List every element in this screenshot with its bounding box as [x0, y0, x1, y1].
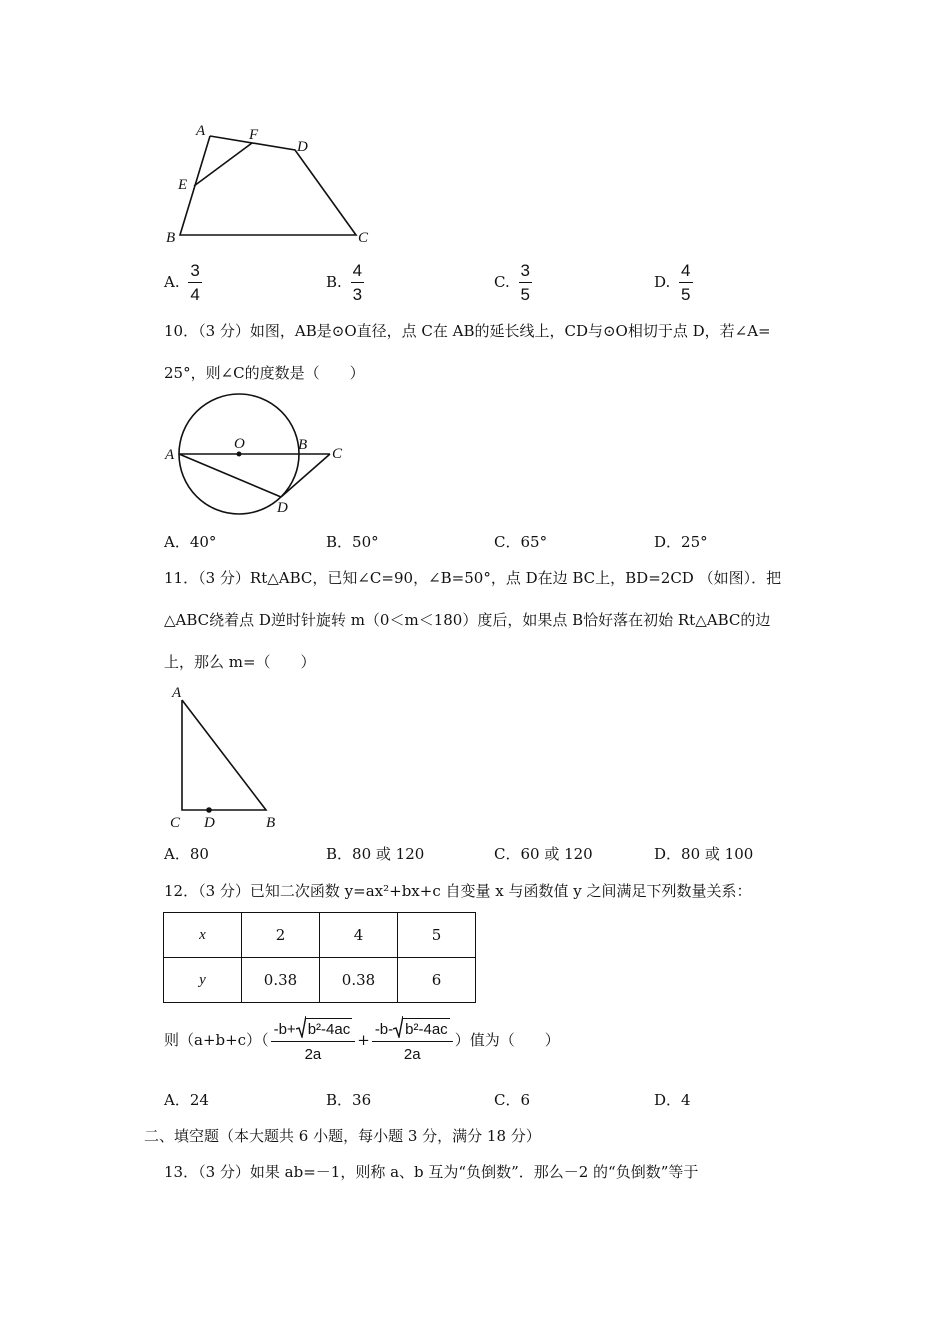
q10-option-a[interactable]: A．40° [164, 533, 217, 551]
q9-label-c: C [358, 230, 369, 246]
table-cell: x [164, 913, 242, 958]
q9-label-f: F [249, 127, 259, 143]
sqrt-symbol [393, 1016, 450, 1038]
q11-label-b: B [266, 815, 276, 831]
q12-option-d[interactable]: D．4 [654, 1091, 691, 1109]
q10-label-b: B [298, 437, 308, 453]
q11-option-b[interactable]: B．80 或 120 [326, 845, 425, 863]
q11-label-a: A [172, 685, 182, 701]
q10-option-b[interactable]: B．50° [326, 533, 379, 551]
q12-value-table [163, 912, 476, 1003]
denominator: 2a [304, 1046, 322, 1063]
q10-label-c: C [332, 446, 343, 462]
option-letter: D. [654, 273, 671, 291]
quadratic-fraction-plus [271, 1016, 356, 1063]
q10-label-o: O [234, 436, 245, 452]
q10-option-d[interactable]: D．25° [654, 533, 708, 551]
radicand: b²-4ac [403, 1018, 450, 1038]
table-row [164, 958, 476, 1003]
q12-option-c[interactable]: C．6 [494, 1091, 531, 1109]
q9-label-e: E [178, 177, 188, 193]
q10-label-d: D [277, 500, 288, 516]
table-cell: 4 [320, 913, 398, 958]
numerator-left: -b+ [273, 1021, 296, 1038]
q11-label-d: D [204, 815, 215, 831]
q10-stem-line1: 10．（3 分）如图，AB是⊙O直径，点 C在 AB的延长线上，CD与⊙O相切于点 D，若∠A= [164, 322, 771, 340]
q11-stem-line3: 上，那么 m=（ ） [164, 653, 316, 671]
q12-option-a[interactable]: A．24 [164, 1091, 209, 1109]
radicand: b²-4ac [306, 1018, 353, 1038]
table-cell: 0.38 [320, 958, 398, 1003]
option-letter: C. [494, 273, 510, 291]
q10-figure [160, 390, 360, 520]
table-cell: y [164, 958, 242, 1003]
q9-label-b: B [166, 230, 176, 246]
q12-formula [164, 1016, 560, 1063]
q10-stem-line2: 25°，则∠C的度数是（ ） [164, 364, 365, 382]
section-heading: 二、填空题（本大题共 6 小题，每小题 3 分，满分 18 分） [144, 1127, 541, 1145]
option-letter: B. [326, 273, 342, 291]
q11-option-c[interactable]: C．60 或 120 [494, 845, 593, 863]
sqrt-symbol [296, 1016, 353, 1038]
fraction: $\frac{3}{5}$ [520, 261, 530, 304]
q9-option-b[interactable] [326, 262, 364, 304]
q10-label-a: A [165, 447, 175, 463]
table-cell: 0.38 [242, 958, 320, 1003]
fraction: $\frac{4}{5}$ [681, 261, 691, 304]
table-cell: 2 [242, 913, 320, 958]
table-cell: 6 [398, 958, 476, 1003]
fraction: $\frac{3}{4}$ [190, 261, 200, 304]
q9-option-c[interactable] [494, 262, 532, 304]
table-row [164, 913, 476, 958]
q13-stem-line1: 13．（3 分）如果 ab=－1，则称 a、b 互为“负倒数”．那么－2 的“负倒数”等于 [164, 1163, 699, 1181]
q10-option-c[interactable]: C．65° [494, 533, 548, 551]
plus-sign: + [357, 1030, 370, 1049]
q9-option-a[interactable] [164, 262, 202, 304]
numerator-left: -b- [374, 1021, 394, 1038]
q11-figure [160, 680, 300, 832]
q9-option-d[interactable] [654, 262, 693, 304]
option-letter: A. [164, 273, 180, 291]
q11-stem-line1: 11．（3 分）Rt△ABC，已知∠C=90，∠B=50°，点 D在边 BC上，BD=2CD （如图）．把 [164, 569, 782, 587]
q9-label-d: D [297, 139, 308, 155]
table-cell: 5 [398, 913, 476, 958]
q11-option-d[interactable]: D．80 或 100 [654, 845, 754, 863]
q11-label-c: C [170, 815, 181, 831]
fraction: $\frac{4}{3}$ [352, 261, 363, 304]
q11-option-a[interactable]: A．80 [164, 845, 209, 863]
denominator: 2a [403, 1046, 421, 1063]
formula-suffix: ）值为（ ） [454, 1031, 560, 1049]
q12-option-b[interactable]: B．36 [326, 1091, 372, 1109]
q12-stem-line1: 12．（3 分）已知二次函数 y=ax²+bx+c 自变量 x 与函数值 y 之间满足下列数量关系： [164, 882, 752, 900]
quadratic-fraction-minus [372, 1016, 453, 1063]
q11-stem-line2: △ABC绕着点 D逆时针旋转 m（0＜m＜180）度后，如果点 B恰好落在初始 Rt△ABC的边 [164, 611, 771, 629]
formula-prefix: 则（a+b+c）（ [164, 1031, 269, 1049]
q9-label-a: A [196, 123, 206, 139]
q9-figure [160, 118, 380, 248]
